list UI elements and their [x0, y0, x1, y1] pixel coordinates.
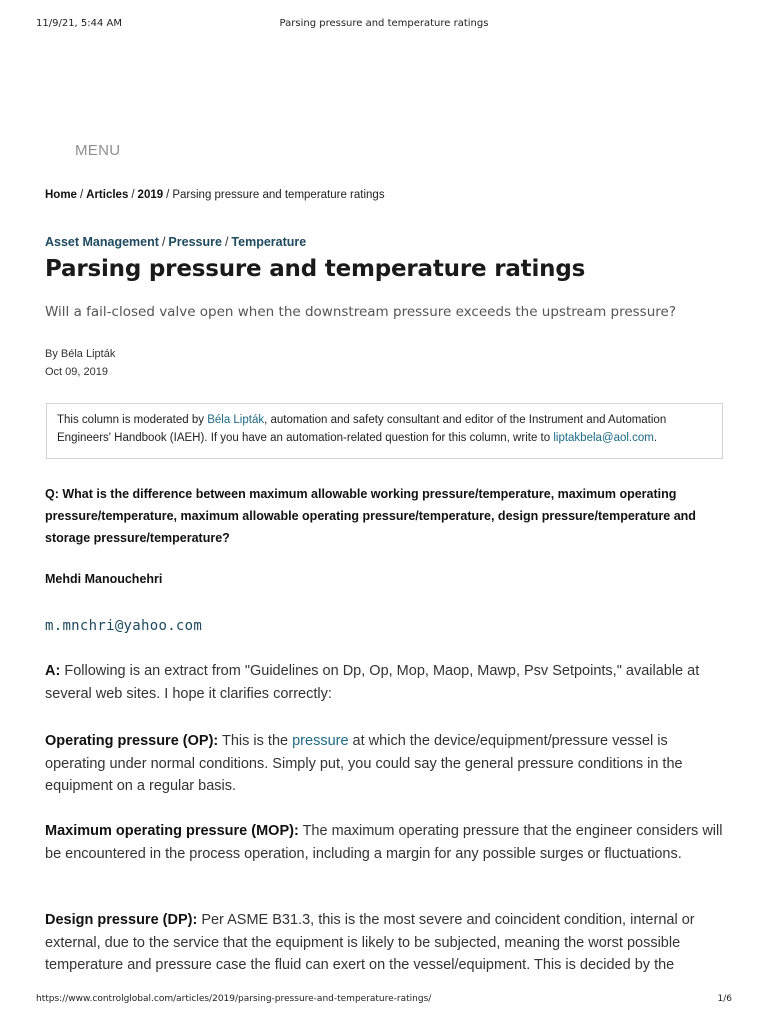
notice-text: This column is moderated by	[57, 414, 208, 426]
notice-text: , automation and safety consultant and editor of the Instrument and Automation Engineers' Handbook (IAEH). If you have an automation-related question for this column, write to	[57, 414, 667, 444]
definition-mop	[45, 820, 730, 865]
print-page-number: 1/6	[717, 994, 732, 1004]
breadcrumb-current: Parsing pressure and temperature ratings	[172, 189, 385, 201]
notice-text: .	[653, 431, 658, 444]
asker-email-link[interactable]: m.mnchri@yahoo.com	[45, 618, 203, 634]
breadcrumb-home[interactable]: Home	[45, 189, 77, 201]
breadcrumb-separator: /	[166, 189, 170, 201]
moderator-notice	[46, 403, 723, 459]
definition-text: This is the	[218, 733, 293, 749]
print-timestamp: 11/9/21, 5:44 AM	[36, 18, 123, 29]
category-link-asset-management[interactable]: Asset Management	[45, 235, 159, 249]
print-page-title: Parsing pressure and temperature ratings	[279, 18, 489, 29]
breadcrumb	[45, 189, 385, 201]
category-separator: /	[161, 235, 166, 249]
definition-text: The maximum operating pressure that the engineer considers will be encountered in the process operation, including a margin for any possible surges or fluctuations.	[45, 823, 723, 862]
definition-dp	[45, 909, 730, 977]
category-link-pressure[interactable]: Pressure	[168, 235, 222, 249]
breadcrumb-separator: /	[79, 189, 84, 201]
article-date: Oct 09, 2019	[45, 366, 108, 378]
byline-prefix: By	[45, 348, 58, 360]
category-tags	[45, 235, 306, 249]
definition-text: Per ASME B31.3, this is the most severe and coincident condition, internal or external, due to the service that the equipment is likely to be subjected, meaning the worst possible temperature and pressure case the fluid can exert on the vessel/equipment. This is decided by the	[45, 912, 695, 973]
question-text: Q: What is the difference between maximum allowable working pressure/temperature, maximum operating pressure/temperature, maximum allowable operating pressure/temperature, design pressure/temperature and storage pressure/temperature?	[45, 487, 696, 545]
menu-button[interactable]: MENU	[75, 142, 121, 159]
byline-author[interactable]: Béla Lipták	[60, 348, 116, 360]
breadcrumb-articles[interactable]: Articles	[86, 189, 129, 201]
definition-op	[45, 730, 730, 798]
term-op: Operating pressure (OP):	[45, 733, 219, 749]
article-byline	[45, 348, 115, 360]
moderator-link[interactable]: Béla Lipták	[207, 414, 265, 426]
breadcrumb-separator: /	[131, 189, 135, 201]
category-link-temperature[interactable]: Temperature	[231, 235, 307, 249]
pressure-link[interactable]: pressure	[292, 733, 349, 749]
answer-intro	[45, 660, 730, 705]
answer-label: A:	[45, 663, 61, 679]
term-mop: Maximum operating pressure (MOP):	[45, 823, 299, 839]
article-title: Parsing pressure and temperature ratings	[45, 256, 586, 282]
term-dp: Design pressure (DP):	[45, 912, 198, 928]
moderator-email-link[interactable]: liptakbela@aol.com	[553, 431, 654, 444]
answer-intro-text: Following is an extract from "Guidelines on Dp, Op, Mop, Maop, Mawp, Psv Setpoints," available at several web sites. I hope it clarifies correctly:	[45, 663, 700, 702]
definition-text: at which the device/equipment/pressure vessel is operating under normal conditions. Simply put, you could say the general pressure conditions in the equipment on a regular basis.	[45, 733, 683, 794]
asker-name: Mehdi Manouchehri	[45, 572, 163, 586]
print-url: https://www.controlglobal.com/articles/2019/parsing-pressure-and-temperature-ratings/	[36, 994, 432, 1004]
article-subtitle: Will a fail-closed valve open when the downstream pressure exceeds the upstream pressure?	[45, 304, 676, 320]
category-separator: /	[224, 235, 229, 249]
breadcrumb-year[interactable]: 2019	[137, 189, 164, 201]
